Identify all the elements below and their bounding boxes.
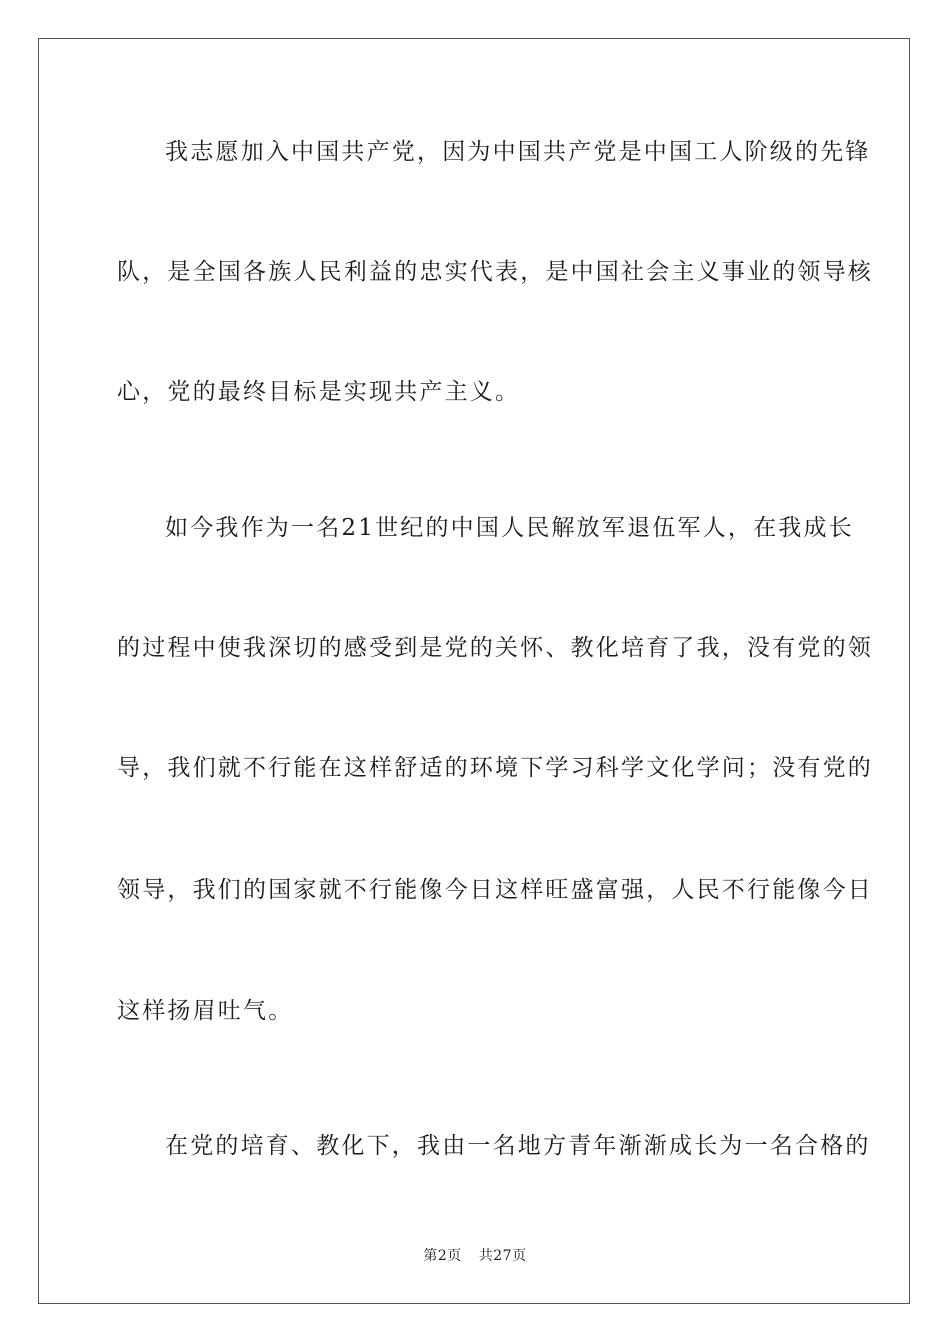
text-line-7: 领导，我们的国家就不行能像今日这样旺盛富强，人民不行能像今日 [117, 877, 873, 903]
text-line-2: 队，是全国各族人民利益的忠实代表，是中国社会主义事业的领导核 [117, 259, 873, 285]
text-line-8: 这样扬眉吐气。 [117, 998, 294, 1024]
text-line-5: 的过程中使我深切的感受到是党的关怀、教化培育了我，没有党的领 [117, 635, 873, 661]
text-line-9: 在党的培育、教化下，我由一名地方青年渐渐成长为一名合格的 [165, 1133, 871, 1159]
total-pages: 共27页 [478, 1248, 527, 1264]
page-number: 第2页 [423, 1248, 462, 1264]
text-line-6: 导，我们就不行能在这样舒适的环境下学习科学文化学问；没有党的 [117, 755, 873, 781]
text-line-3: 心，党的最终目标是实现共产主义。 [117, 379, 521, 405]
page-footer [0, 1246, 950, 1266]
text-line-4: 如今我作为一名21世纪的中国人民解放军退伍军人，在我成长 [165, 515, 854, 541]
page-border [38, 38, 910, 1304]
text-line-1: 我志愿加入中国共产党，因为中国共产党是中国工人阶级的先锋 [165, 139, 871, 165]
